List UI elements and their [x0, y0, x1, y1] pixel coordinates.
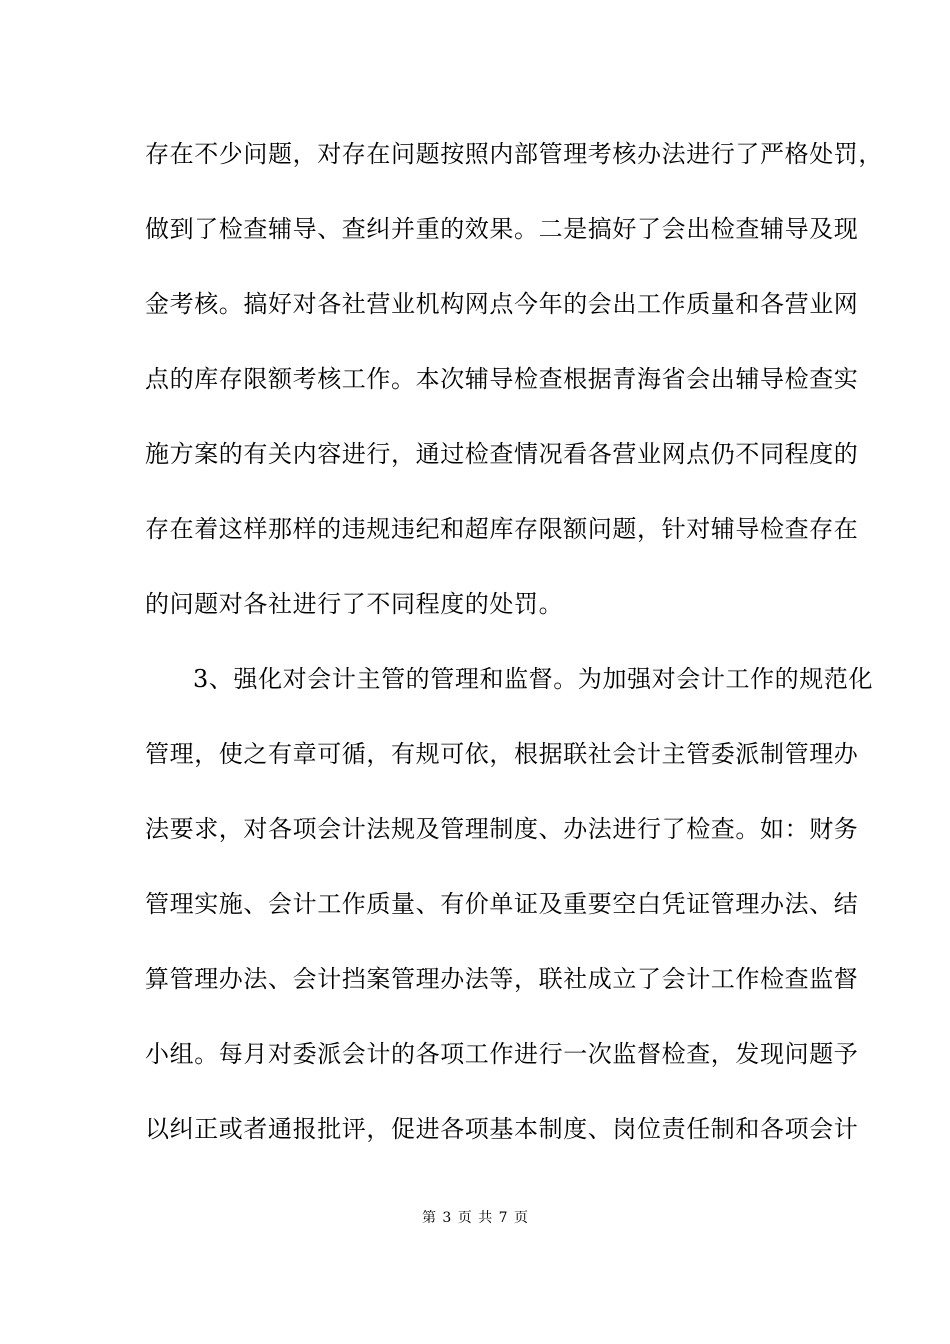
body-text-line: 点的库存限额考核工作。本次辅导检查根据青海省会出辅导检查实 — [145, 365, 859, 393]
body-text-line: 存在着这样那样的违规违纪和超库存限额问题，针对辅导检查存在 — [145, 515, 859, 543]
body-text-line: 小组。每月对委派会计的各项工作进行一次监督检查，发现问题予 — [145, 1040, 859, 1068]
body-text-line: 的问题对各社进行了不同程度的处罚。 — [145, 590, 564, 618]
body-text-line: 施方案的有关内容进行，通过检查情况看各营业网点仍不同程度的 — [145, 440, 859, 468]
body-text-line: 以纠正或者通报批评，促进各项基本制度、岗位责任制和各项会计 — [145, 1115, 859, 1143]
body-text-line: 算管理办法、会计挡案管理办法等，联社成立了会计工作检查监督 — [145, 965, 859, 993]
body-text-line: 存在不少问题，对存在问题按照内部管理考核办法进行了严格处罚， — [145, 140, 883, 168]
body-text-line: 法要求，对各项会计法规及管理制度、办法进行了检查。如：财务 — [145, 815, 859, 843]
page-number-footer: 第 3 页 共 7 页 — [421, 1210, 529, 1226]
body-text-line: 管理，使之有章可循，有规可依，根据联社会计主管委派制管理办 — [145, 740, 859, 768]
paragraph-start-line: 3、强化对会计主管的管理和监督。为加强对会计工作的规范化 — [193, 665, 874, 693]
body-text-line: 金考核。搞好对各社营业机构网点今年的会出工作质量和各营业网 — [145, 290, 859, 318]
body-text-line: 做到了检查辅导、查纠并重的效果。二是搞好了会出检查辅导及现 — [145, 215, 859, 243]
body-text-line: 管理实施、会计工作质量、有价单证及重要空白凭证管理办法、结 — [145, 890, 859, 918]
